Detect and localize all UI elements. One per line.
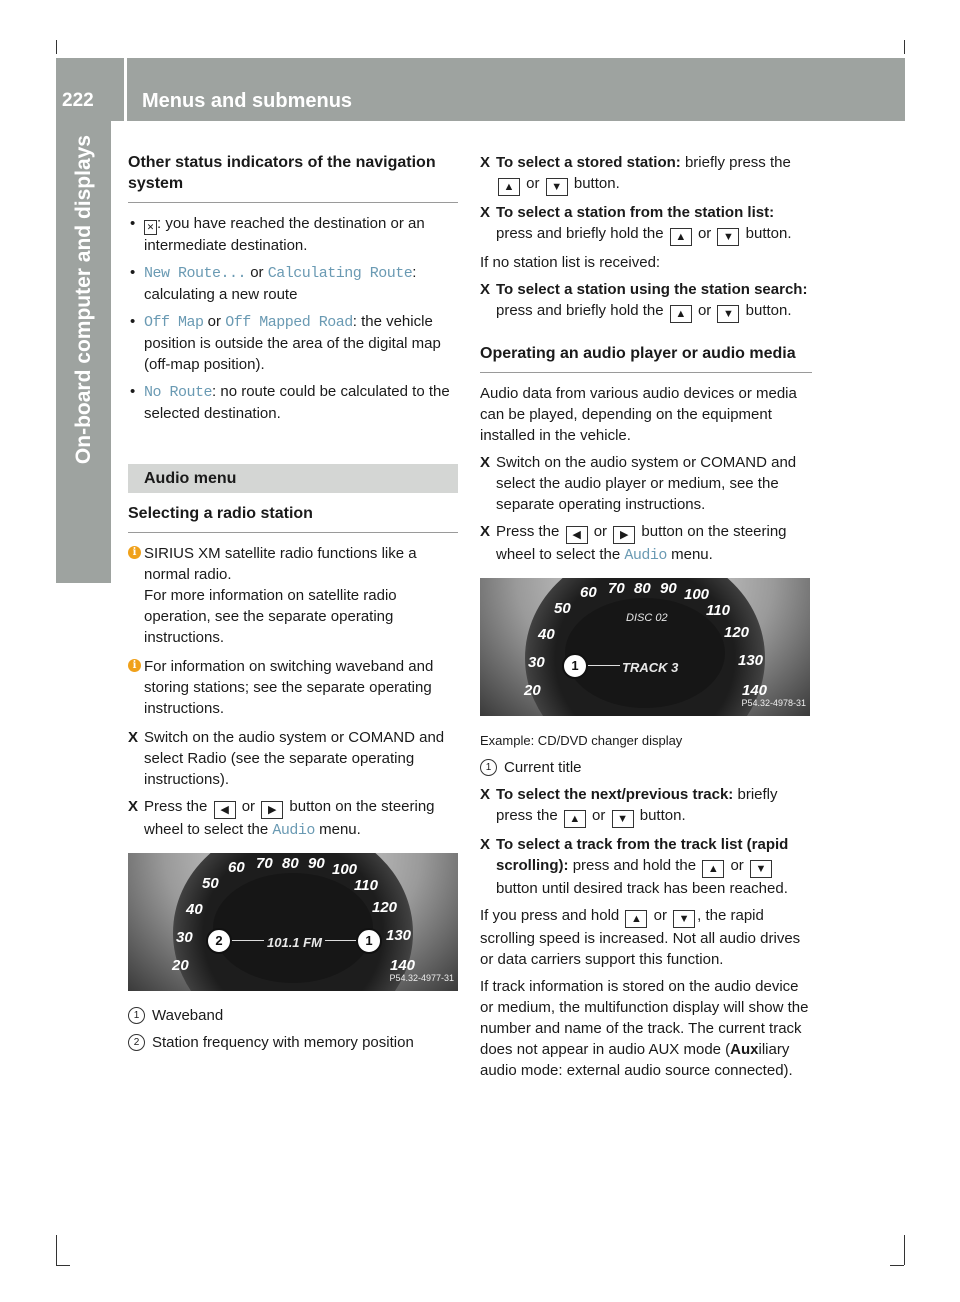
heading-rule bbox=[480, 372, 812, 373]
info-note bbox=[128, 656, 458, 719]
step-text: Press the bbox=[496, 523, 560, 540]
page-number: 222 bbox=[62, 90, 94, 111]
step-text: menu. bbox=[671, 546, 713, 563]
body-text: Audio data from various audio devices or media can be played, depending on the equipment installed in the vehicle. bbox=[480, 385, 797, 444]
dial-number: 110 bbox=[354, 877, 378, 894]
step-text: button. bbox=[745, 225, 792, 242]
instruction-step bbox=[480, 834, 812, 899]
bullet-text: : you have reached the destination or an intermediate destination. bbox=[144, 215, 425, 254]
dial-number: 90 bbox=[660, 580, 677, 597]
step-text: or bbox=[697, 302, 712, 319]
crop-mark bbox=[56, 1265, 70, 1266]
left-button-icon: ◀ bbox=[214, 801, 236, 819]
callout-marker: 1 bbox=[356, 928, 382, 954]
right-button-icon: ▶ bbox=[261, 801, 283, 819]
dial-number: 20 bbox=[172, 957, 189, 974]
figure-code: P54.32-4977-31 bbox=[389, 973, 454, 983]
legend-item bbox=[128, 1032, 458, 1053]
step-arrow-icon: X bbox=[480, 204, 491, 221]
dial-number: 80 bbox=[282, 855, 299, 872]
step-text: button on the steering wheel to select the bbox=[144, 798, 435, 838]
step-arrow-icon: X bbox=[128, 798, 139, 815]
body-text-part: If track information is stored on the audio device or medium, the multifunction display will show the number and name of the track. The current track does not appear in audio AUX mode ( bbox=[480, 978, 809, 1058]
bullet-text: or bbox=[246, 264, 268, 281]
dial-number: 50 bbox=[202, 875, 219, 892]
dial-number: 130 bbox=[386, 927, 412, 944]
legend-marker: 1 bbox=[128, 1007, 145, 1024]
status-bullet bbox=[128, 311, 458, 375]
info-text: SIRIUS XM satellite radio functions like a normal radio. bbox=[144, 545, 417, 583]
dial-number: 60 bbox=[228, 859, 245, 876]
step-text: press and briefly hold the bbox=[496, 225, 664, 242]
step-label: To select a track from the track list (rapid scrolling): bbox=[496, 836, 789, 874]
step-label: To select a stored station: bbox=[496, 154, 681, 171]
display-message: New Route... bbox=[144, 265, 247, 282]
dial-number: 90 bbox=[308, 855, 325, 872]
body-text-bold: Aux bbox=[730, 1041, 759, 1058]
bullet-text: : no route could be calculated to the selected destination. bbox=[144, 383, 450, 422]
status-heading: Other status indicators of the navigation system bbox=[128, 154, 436, 192]
side-tab-label bbox=[56, 121, 111, 583]
step-arrow-icon: X bbox=[480, 154, 491, 171]
right-column bbox=[480, 152, 812, 1087]
page-title: Menus and submenus bbox=[142, 90, 353, 112]
crop-mark bbox=[890, 1265, 904, 1266]
body-text-part: If you press and hold bbox=[480, 907, 620, 924]
info-note bbox=[128, 543, 458, 648]
instruction-step bbox=[128, 796, 458, 841]
display-message: Off Map bbox=[144, 314, 204, 331]
legend-marker: 1 bbox=[480, 759, 497, 776]
crop-mark bbox=[904, 1235, 905, 1265]
heading-rule bbox=[128, 532, 458, 533]
body-text-part: or bbox=[653, 907, 667, 924]
right-button-icon: ▶ bbox=[613, 526, 635, 544]
step-text: button. bbox=[639, 807, 686, 824]
instruction-step bbox=[128, 727, 458, 790]
step-arrow-icon: X bbox=[128, 729, 139, 746]
track-readout: TRACK 3 bbox=[622, 660, 679, 675]
dial-number: 80 bbox=[634, 580, 651, 597]
step-text: Press the bbox=[144, 798, 208, 815]
callout-marker: 1 bbox=[562, 653, 588, 679]
dial-number: 40 bbox=[538, 626, 555, 643]
dial-number: 70 bbox=[256, 855, 273, 872]
step-text: button. bbox=[745, 302, 792, 319]
audio-heading: Operating an audio player or audio media bbox=[480, 345, 796, 362]
legend-item bbox=[480, 757, 812, 778]
bullet-text: : calculating a new route bbox=[144, 264, 417, 303]
multifunction-display bbox=[213, 873, 373, 983]
dial-number: 30 bbox=[176, 929, 193, 946]
dial-number: 20 bbox=[524, 682, 541, 699]
step-text: button on the steering wheel to select the bbox=[496, 523, 787, 563]
track-display-figure bbox=[480, 578, 810, 716]
up-button-icon: ▲ bbox=[670, 305, 692, 323]
dial-number: 100 bbox=[684, 586, 710, 603]
step-text: menu. bbox=[319, 821, 361, 838]
step-text: or bbox=[697, 225, 712, 242]
dial-number: 130 bbox=[738, 652, 764, 669]
dial-number: 120 bbox=[724, 624, 750, 641]
left-button-icon: ◀ bbox=[566, 526, 588, 544]
step-arrow-icon: X bbox=[480, 836, 491, 853]
dial-number: 30 bbox=[528, 654, 545, 671]
radio-display-figure bbox=[128, 853, 458, 991]
dial-number: 140 bbox=[742, 682, 768, 699]
bullet-text: : the vehicle position is outside the area of the digital map (off-map position). bbox=[144, 313, 441, 373]
down-button-icon: ▼ bbox=[717, 228, 739, 246]
figure-caption: Example: CD/DVD changer display bbox=[480, 733, 683, 748]
step-text: Switch on the audio system or COMAND and select Radio (see the separate operating instructions). bbox=[144, 729, 445, 788]
display-message: Calculating Route bbox=[267, 265, 413, 282]
step-text: press and briefly hold the bbox=[496, 302, 664, 319]
up-button-icon: ▲ bbox=[670, 228, 692, 246]
down-button-icon: ▼ bbox=[612, 810, 634, 828]
step-text: or bbox=[730, 857, 744, 874]
step-label: To select a station from the station list: bbox=[496, 204, 775, 221]
body-text-part: iliary audio mode: external audio source connected). bbox=[480, 1041, 793, 1079]
radio-heading: Selecting a radio station bbox=[128, 505, 313, 522]
section-band: Audio menu bbox=[128, 464, 458, 493]
legend-text: Station frequency with memory position bbox=[152, 1034, 414, 1051]
up-button-icon: ▲ bbox=[564, 810, 586, 828]
instruction-step bbox=[480, 521, 812, 566]
instruction-step bbox=[480, 452, 812, 515]
step-text: briefly press the bbox=[684, 154, 791, 171]
step-label: To select the next/previous track: bbox=[496, 786, 734, 803]
bullet-text: or bbox=[203, 313, 226, 330]
down-button-icon: ▼ bbox=[750, 860, 772, 878]
crop-mark bbox=[904, 40, 905, 54]
header-divider bbox=[124, 58, 127, 121]
dial-number: 140 bbox=[390, 957, 416, 974]
up-button-icon: ▲ bbox=[702, 860, 724, 878]
dial-number: 40 bbox=[186, 901, 203, 918]
status-bullet bbox=[128, 213, 458, 256]
step-arrow-icon: X bbox=[480, 786, 491, 803]
legend-item bbox=[128, 1005, 458, 1026]
heading-rule bbox=[128, 202, 458, 203]
body-text bbox=[480, 905, 812, 970]
step-text: or bbox=[592, 807, 606, 824]
legend-marker: 2 bbox=[128, 1034, 145, 1051]
step-text: briefly press the bbox=[496, 786, 778, 824]
info-icon: i bbox=[128, 659, 141, 672]
step-label: To select a station using the station search: bbox=[496, 281, 808, 298]
callout-marker: 2 bbox=[206, 928, 232, 954]
disc-readout: DISC 02 bbox=[626, 612, 668, 624]
up-button-icon: ▲ bbox=[625, 910, 647, 928]
crop-mark bbox=[56, 1235, 57, 1265]
destination-flag-icon: ✕ bbox=[144, 220, 157, 235]
legend-text: Waveband bbox=[152, 1007, 224, 1024]
step-text: Switch on the audio system or COMAND and select the audio player or medium, see the separate operating instructions. bbox=[496, 454, 797, 513]
up-button-icon: ▲ bbox=[498, 178, 520, 196]
left-column bbox=[128, 152, 458, 1059]
step-text: button. bbox=[573, 175, 620, 192]
step-text: press and hold the bbox=[572, 857, 697, 874]
display-message: Off Mapped Road bbox=[225, 314, 353, 331]
dial-number: 50 bbox=[554, 600, 571, 617]
info-icon: i bbox=[128, 546, 141, 559]
dial-number: 120 bbox=[372, 899, 398, 916]
step-text: or bbox=[241, 798, 256, 815]
instruction-step bbox=[480, 152, 812, 196]
down-button-icon: ▼ bbox=[673, 910, 695, 928]
instruction-step bbox=[480, 279, 812, 323]
body-text bbox=[480, 976, 812, 1081]
side-tab-text: On-board computer and displays bbox=[71, 135, 95, 465]
crop-mark bbox=[56, 40, 57, 54]
info-text: For more information on satellite radio operation, see the separate operating instructions. bbox=[144, 587, 397, 646]
legend-text: Current title bbox=[504, 759, 582, 776]
dial-number: 110 bbox=[706, 602, 730, 619]
display-message: No Route bbox=[144, 384, 213, 401]
down-button-icon: ▼ bbox=[717, 305, 739, 323]
step-arrow-icon: X bbox=[480, 281, 491, 298]
figure-code: P54.32-4978-31 bbox=[741, 698, 806, 708]
dial-number: 100 bbox=[332, 861, 358, 878]
step-arrow-icon: X bbox=[480, 523, 491, 540]
step-arrow-icon: X bbox=[480, 454, 491, 471]
frequency-readout: 101.1 FM bbox=[264, 932, 325, 953]
display-message: Audio bbox=[272, 822, 315, 839]
dial-number: 70 bbox=[608, 580, 625, 597]
step-text: or bbox=[526, 175, 540, 192]
step-text: button until desired track has been reached. bbox=[496, 880, 788, 897]
body-text: If no station list is received: bbox=[480, 254, 661, 271]
dial-number: 60 bbox=[580, 584, 597, 601]
instruction-step bbox=[480, 784, 812, 828]
instruction-step bbox=[480, 202, 812, 246]
status-bullet bbox=[128, 262, 458, 305]
step-text: or bbox=[593, 523, 608, 540]
info-text: For information on switching waveband and storing stations; see the separate operating instructions. bbox=[144, 658, 434, 717]
down-button-icon: ▼ bbox=[546, 178, 568, 196]
display-message: Audio bbox=[624, 547, 667, 564]
body-text-part: , the rapid scrolling speed is increased. Not all audio drives or data carriers support this function. bbox=[480, 907, 801, 968]
status-bullet bbox=[128, 381, 458, 424]
